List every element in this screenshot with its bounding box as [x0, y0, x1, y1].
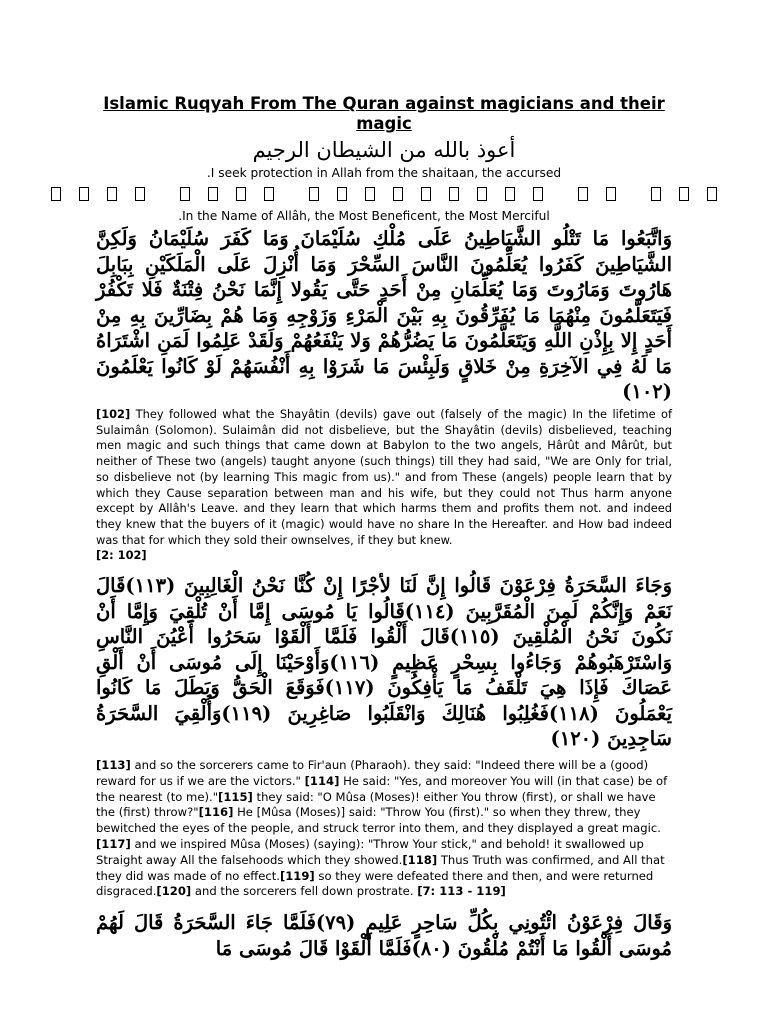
missing-glyph-boxes: [0, 186, 768, 202]
translation-7-113-119: [96, 758, 672, 900]
seek-protection-translation: .I seek protection in Allah from the shaitaan, the accursed: [206, 166, 562, 180]
verse-reference: [7: 113 - 119]: [417, 884, 506, 899]
translation-2-102: [96, 407, 672, 564]
verse-marker: [116]: [198, 805, 234, 820]
verse-text: so they were defeated there and then, and were returned disgraced.: [96, 868, 654, 899]
verse-marker: [119]: [279, 868, 315, 883]
arabic-isti-adha: أعوذ بالله من الشيطان الرجيم: [252, 138, 516, 162]
bismillah-translation: .In the Name of Allâh, the Most Beneficent, the Most Merciful: [178, 209, 550, 223]
arabic-verses-7-113-120: وَجَاءَ السَّحَرَةُ فِرْعَوْنَ قَالُوا إِنَّ لَنَا لأجْرًا إِنْ كُنَّا نَحْنُ الْغَالِبِينَ (١١٣)قَالَ نَعَمْ وَإِنَّكُمْ لَمِنَ الْمُقَرَّبِينَ (١١٤)قَالُوا يَا مُوسَى إِمَّا أَنْ تُلْقِيَ وَإِمَّا أَنْ نَكُونَ نَحْنُ الْمُلْقِينَ (١١٥)قَالَ أَلْقُوا فَلَمَّا أَلْقَوْا سَحَرُوا أَعْيُنَ النَّاسِ وَاسْتَرْهَبُوهُمْ وَجَاءُوا بِسِحْرٍ عَظِيمٍ (١١٦)وَأَوْحَيْنَا إِلَى مُوسَى أَنْ أَلْقِ عَصَاكَ فَإِذَا هِيَ تَلْقَفُ مَا يَأْفِكُونَ (١١٧)فَوَقَعَ الْحَقُّ وَبَطَلَ مَا كَانُوا يَعْمَلُونَ (١١٨)فَغُلِبُوا هُنَالِكَ وَانْقَلَبُوا صَاغِرِينَ (١١٩)وَأُلْقِيَ السَّحَرَةُ سَاجِدِينَ (١٢٠): [96, 574, 672, 750]
verse-text: they said: "O Mûsa (Moses)! either You throw (first), or shall we have the (first) throw?": [96, 789, 656, 820]
verse-marker: [118]: [402, 852, 438, 867]
verse-text: They followed what the Shayâtin (devils) gave out (falsely of the magic) In the lifetime of Sulaimân (Solomon). Sulaimân did not disbelieve, but the Shayâtin (devils) disbelieved, teaching men magic and such things that came down at Babylon to the two angels, Hârût and Mârût, but neither of These two (angels) taught anyone (such things) till they had said, "We are Only for trial, so disbelieve not (by learning This magic from us)." and from These (angels) people learn that by which they Cause separation between man and his wife, but they could not Thus harm anyone except by Allâh's Leave. and they learn that which harms them and profits them not. and indeed they knew that the buyers of it (magic) would have no share In the Hereafter. and How bad indeed was that for which they sold their ownselves, if they but knew.: [96, 407, 672, 547]
arabic-verse-2-102: وَاتَّبَعُوا مَا تَتْلُو الشَّيَاطِينُ عَلَى مُلْكِ سُلَيْمَانَ وَمَا كَفَرَ سُلَيْمَانُ وَلَكِنَّ الشَّيَاطِينَ كَفَرُوا يُعَلِّمُونَ النَّاسَ السِّحْرَ وَمَا أُنْزِلَ عَلَى الْمَلَكَيْنِ بِبَابِلَ هَارُوتَ وَمَارُوتَ وَمَا يُعَلِّمَانِ مِنْ أَحَدٍ حَتَّى يَقُولا إِنَّمَا نَحْنُ فِتْنَةٌ فَلا تَكْفُرْ فَيَتَعَلَّمُونَ مِنْهُمَا مَا يُفَرِّقُونَ بِهِ بَيْنَ الْمَرْءِ وَزَوْجِهِ وَمَا هُمْ بِضَارِّينَ بِهِ مِنْ أَحَدٍ إِلا بِإِذْنِ اللَّهِ وَيَتَعَلَّمُونَ مَا يَضُرُّهُمْ وَلا يَنْفَعُهُمْ وَلَقَدْ عَلِمُوا لَمَنِ اشْتَرَاهُ مَا لَهُ فِي الآخِرَةِ مِنْ خَلاقٍ وَلَبِئْسَ مَا شَرَوْا بِهِ أَنْفُسَهُمْ لَوْ كَانُوا يَعْلَمُونَ (١٠٢): [96, 227, 672, 403]
verse-marker: [117]: [96, 836, 131, 851]
verse-reference: [2: 102]: [96, 548, 147, 563]
verse-text: and the sorcerers fell down prostrate.: [191, 884, 418, 899]
verse-marker: [115]: [218, 789, 253, 804]
page-title: Islamic Ruqyah From The Quran against magicians and their magic: [103, 94, 665, 133]
verse-text: and we inspired Mûsa (Moses) (saying): "Throw Your stick," and behold! it swallowed up Straight away All the falsehoods which they showed.: [96, 836, 644, 867]
verse-marker: [120]: [156, 884, 192, 899]
verse-text: Thus Truth was confirmed, and All that they did was made of no effect.: [96, 852, 665, 883]
verse-text: He [Mûsa (Moses)] said: "Throw You (first)." so when they threw, they bewitched the eyes of the people, and struck terror into them, and they displayed a great magic.: [96, 805, 661, 836]
verse-marker: [102]: [96, 407, 131, 421]
verse-marker: [114]: [304, 773, 340, 788]
verse-marker: [113]: [96, 758, 131, 772]
arabic-verses-10-79-80: وَقَالَ فِرْعَوْنُ ائْتُونِي بِكُلِّ سَاحِرٍ عَلِيمٍ (٧٩)فَلَمَّا جَاءَ السَّحَرَةُ قَالَ لَهُمْ مُوسَى أَلْقُوا مَا أَنْتُمْ مُلْقُونَ (٨٠)فَلَمَّا أَلْقَوْا قَالَ مُوسَى مَا: [96, 911, 672, 960]
verse-text: He said: "Yes, and moreover You will (in that case) be of the nearest (to me).": [96, 773, 668, 804]
verse-text: and so the sorcerers came to Fir'aun (Pharaoh). they said: "Indeed there will be a (good) reward for us if we are the victors.": [96, 758, 649, 788]
